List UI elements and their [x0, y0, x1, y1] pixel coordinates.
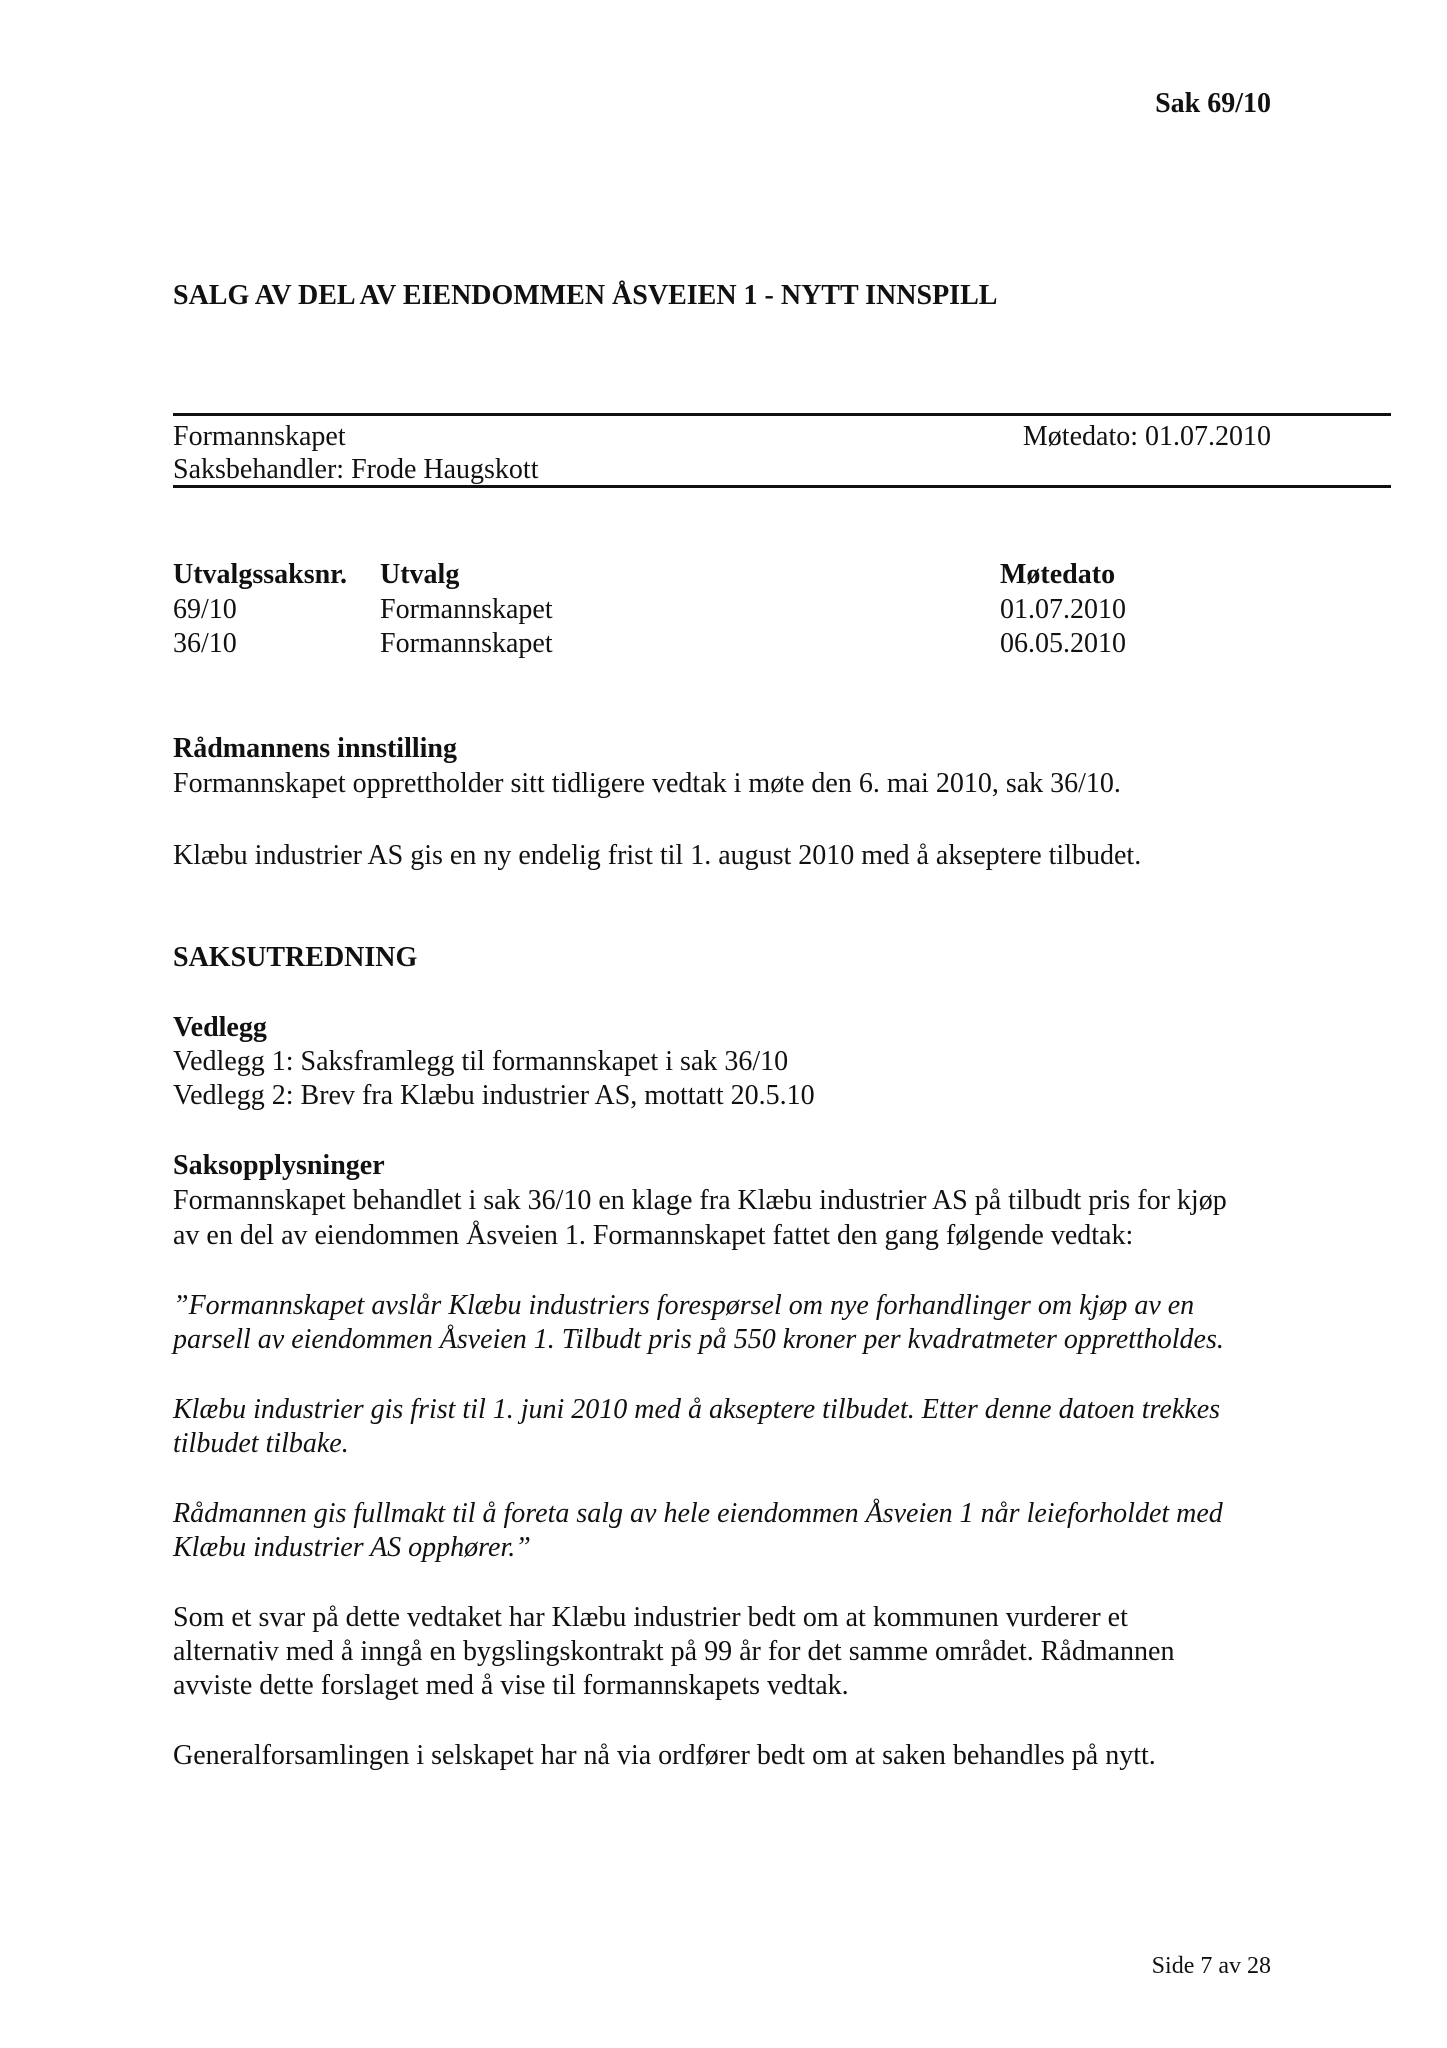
response-line: alternativ med å inngå en bygslingskontrakt på 99 år for det samme området. Rådmannen [173, 1636, 1175, 1667]
recommendation-paragraph-1: Formannskapet opprettholder sitt tidligere vedtak i møte den 6. mai 2010, sak 36/10. [173, 768, 1121, 799]
recommendation-heading: Rådmannens innstilling [173, 733, 457, 764]
page-number: Side 7 av 28 [1151, 1953, 1271, 1979]
meta-committee: Formannskapet [173, 421, 346, 452]
recommendation-paragraph-2: Klæbu industrier AS gis en ny endelig frist til 1. august 2010 med å akseptere tilbudet. [173, 840, 1142, 871]
meta-bottom-rule [173, 485, 1391, 488]
attachment-item: Vedlegg 2: Brev fra Klæbu industrier AS, mottatt 20.5.10 [173, 1080, 815, 1111]
quote-line: tilbudet tilbake. [173, 1428, 349, 1459]
meta-case-officer: Saksbehandler: Frode Haugskott [173, 454, 539, 485]
quote-line: parsell av eiendommen Åsveien 1. Tilbudt pris på 550 kroner per kvadratmeter opprettholdes. [173, 1324, 1224, 1355]
info-line: Formannskapet behandlet i sak 36/10 en klage fra Klæbu industrier AS på tilbudt pris for kjøp [173, 1185, 1227, 1216]
info-line: av en del av eiendommen Åsveien 1. Formannskapet fattet den gang følgende vedtak: [173, 1220, 1134, 1251]
quote-line: Klæbu industrier AS opphører.” [173, 1532, 531, 1563]
table-row-2-case-no: 36/10 [173, 628, 237, 659]
quote-line: Klæbu industrier gis frist til 1. juni 2010 med å akseptere tilbudet. Etter denne datoen trekkes [173, 1394, 1221, 1425]
table-header-case-no: Utvalgssaksnr. [173, 559, 348, 590]
table-row-1-case-no: 69/10 [173, 594, 237, 625]
response-line: avviste dette forslaget med å vise til formannskapets vedtak. [173, 1670, 849, 1701]
attachment-item: Vedlegg 1: Saksframlegg til formannskapet i sak 36/10 [173, 1046, 789, 1077]
table-header-meeting-date: Møtedato [1000, 559, 1116, 590]
general-assembly-paragraph: Generalforsamlingen i selskapet har nå via ordfører bedt om at saken behandles på nytt. [173, 1740, 1156, 1771]
table-row-2-committee: Formannskapet [380, 628, 553, 659]
document-title: SALG AV DEL AV EIENDOMMEN ÅSVEIEN 1 - NYTT INNSPILL [173, 280, 998, 311]
quote-line: Rådmannen gis fullmakt til å foreta salg av hele eiendommen Åsveien 1 når leieforholdet med [173, 1498, 1223, 1529]
table-row-1-committee: Formannskapet [380, 594, 553, 625]
table-row-2-date: 06.05.2010 [1000, 628, 1126, 659]
response-line: Som et svar på dette vedtaket har Klæbu industrier bedt om at kommunen vurderer et [173, 1602, 1128, 1633]
quote-line: ”Formannskapet avslår Klæbu industriers forespørsel om nye forhandlinger om kjøp av en [173, 1290, 1195, 1321]
meta-top-rule [173, 413, 1391, 416]
table-row-1-date: 01.07.2010 [1000, 594, 1126, 625]
attachments-heading: Vedlegg [173, 1012, 267, 1043]
meta-meeting-date: Møtedato: 01.07.2010 [1022, 421, 1271, 452]
section-heading-saksutredning: SAKSUTREDNING [173, 942, 418, 973]
info-heading: Saksopplysninger [173, 1150, 385, 1181]
case-reference: Sak 69/10 [1155, 88, 1271, 119]
table-header-committee: Utvalg [380, 559, 460, 590]
